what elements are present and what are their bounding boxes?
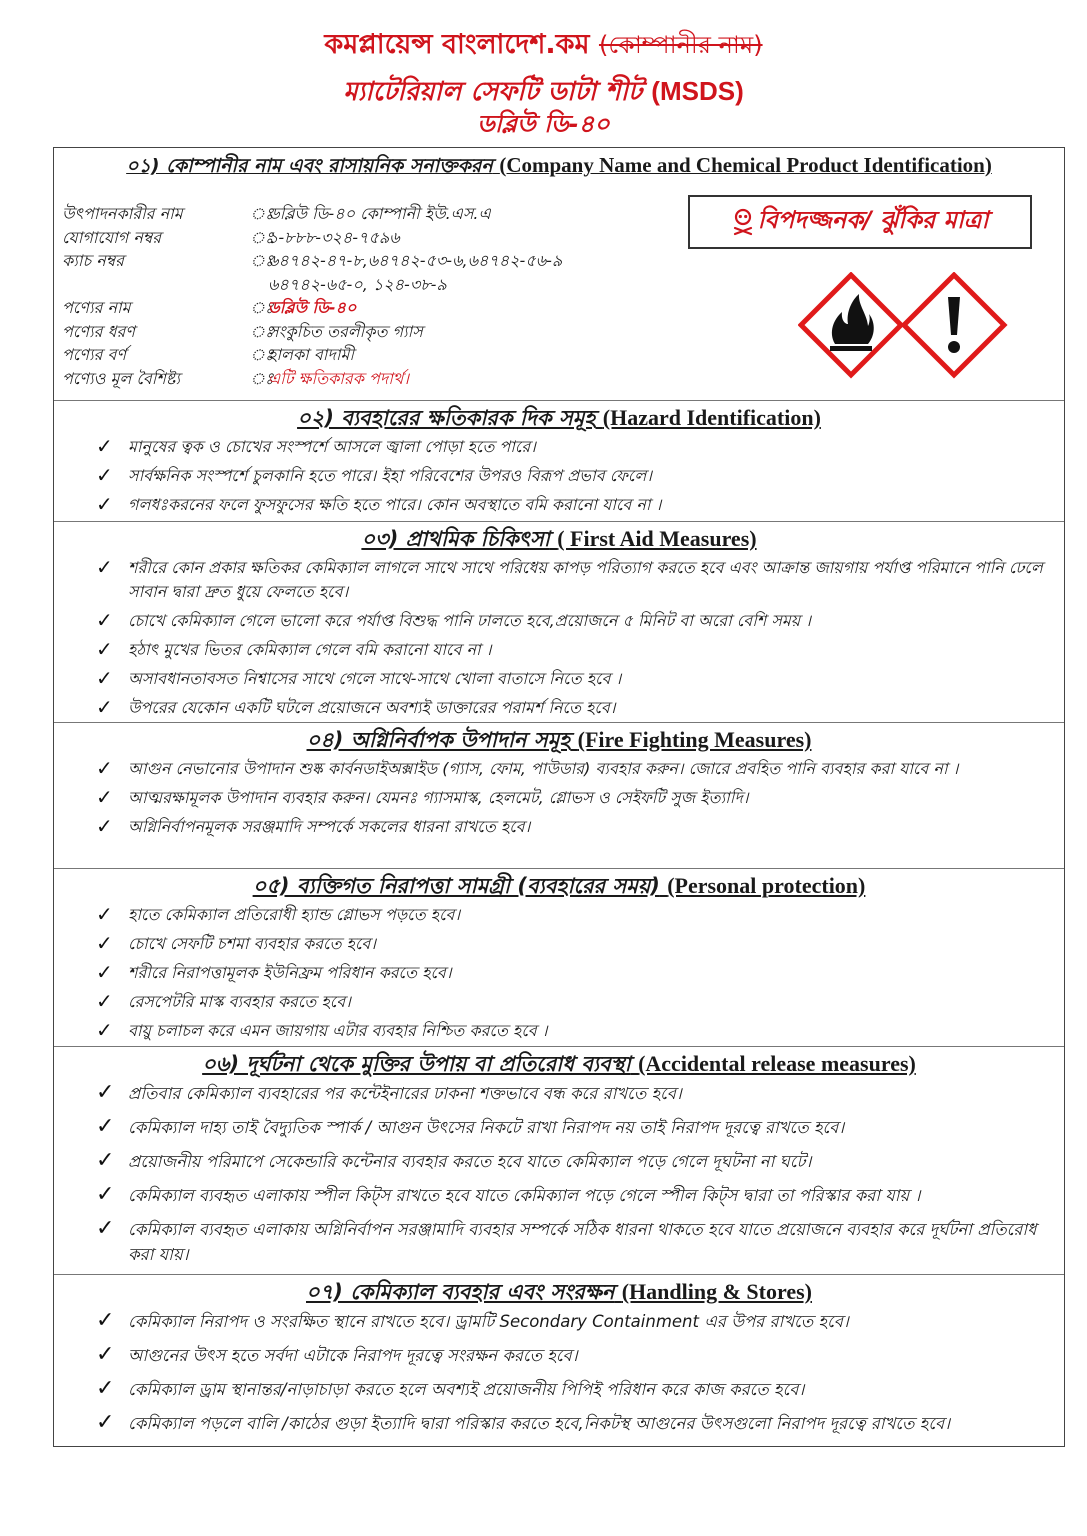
section-heading: [54, 401, 1064, 433]
list-item: ✓ হঠাৎ মুখের ভিতর কেমিক্যাল গেলে বমি করানো যাবে না ।: [96, 637, 492, 661]
check-icon: ✓: [96, 637, 113, 661]
section-personal-protection: [54, 868, 1064, 1046]
info-value: ৬৪৭৪২-৬৫-০, ১২৪-৩৮-৯: [268, 274, 447, 294]
exclamation-icon: [904, 275, 1004, 375]
list-item: ✓ কেমিক্যাল ড্রাম স্থানান্তর/নাড়াচাড়া করতে হলে অবশ্যই প্রয়োজনীয় পিপিই পরিধান করে কাজ করতে হবে।: [96, 1376, 805, 1401]
product-title: ডব্লিউ ডি-৪০: [477, 110, 610, 138]
list-item: ✓ অসাবধানতাবসত নিশ্বাসের সাথে গেলে সাথে-সাথে খোলা বাতাসে নিতে হবে ।: [96, 666, 622, 690]
section-fire-fighting: [54, 722, 1064, 868]
section-company-identification: [54, 148, 1064, 400]
info-colon: ঃ: [250, 298, 274, 317]
list-item: ✓ শরীরে নিরাপত্তামূলক ইউনিফ্রম পরিধান করতে হবে।: [96, 960, 452, 984]
info-value: ৬৪৭৪২-৪৭-৮,৬৪৭৪২-৫৩-৬,৬৪৭৪২-৫৬-৯: [268, 251, 563, 270]
check-icon: ✓: [96, 1308, 115, 1333]
document-header: [0, 0, 1087, 139]
info-value: ডব্লিউ ডি-৪০ কোম্পানী ইউ.এস.এ: [268, 204, 491, 223]
item-list: [54, 755, 1064, 839]
check-icon: ✓: [96, 695, 113, 719]
msds-table: [53, 147, 1065, 1447]
list-item: ✓ প্রতিবার কেমিক্যাল ব্যবহারের পর কন্টেইনারের ঢাকনা শক্তভাবে বন্ধ করে রাখতে হবে।: [96, 1080, 682, 1105]
skull-icon: [732, 208, 754, 236]
info-value: ১-৮৮৮-৩২৪-৭৫৯৬: [268, 227, 400, 247]
info-label: পণ্যের বর্ণ: [62, 345, 127, 364]
list-item: ✓ কেমিক্যাল নিরাপদ ও সংরক্ষিত স্থানে রাখতে হবে। ড্রামটি Secondary Containment এর উপর রাখতে হবে।: [96, 1308, 849, 1333]
list-item: ✓ চোখে কেমিক্যাল গেলে ভালো করে পর্যাপ্ত বিশুদ্ধ পানি ঢালতে হবে,প্রয়োজনে ৫ মিনিট বা অরো বেশি সময় ।: [96, 608, 812, 632]
ghs-pictograms: [798, 272, 1010, 384]
check-icon: ✓: [96, 814, 113, 838]
list-item: ✓ কেমিক্যাল ব্যবহৃত এলাকায় স্পীল কিট্স রাখতে হবে যাতে কেমিক্যাল পড়ে গেলে স্পীল কিট্স দ্বারা তা পরিস্কার করা যায় ।: [96, 1182, 921, 1207]
section-handling-storage: [54, 1274, 1064, 1446]
section-hazard-identification: [54, 400, 1064, 521]
info-label: পণ্যের ধরণ: [62, 321, 135, 341]
document-title-bn: ম্যাটেরিয়াল সেফটি ডাটা শীট: [343, 77, 643, 107]
info-colon: ঃ: [250, 321, 274, 341]
info-colon: ঃ: [250, 204, 274, 223]
info-row-cas-continued: [62, 273, 648, 297]
section-heading-en: (Handling & Stores): [621, 1279, 812, 1304]
section-heading: [54, 869, 1064, 901]
section-heading: [54, 1047, 1064, 1079]
section-heading-en: ( First Aid Measures): [557, 526, 757, 551]
info-label: উৎপাদনকারীর নাম: [62, 204, 183, 223]
list-item: ✓ প্রয়োজনীয় পরিমাপে সেকেন্ডারি কন্টেনার ব্যবহার করতে হবে যাতে কেমিক্যাল পড়ে গেলে দূঘটনা না ঘটে।: [96, 1148, 812, 1173]
item-list: [54, 1079, 1064, 1267]
check-icon: ✓: [96, 555, 113, 579]
company-name: কমপ্লায়েন্স বাংলাদেশ.কম: [324, 29, 590, 60]
hazard-level-box: [688, 195, 1032, 249]
list-item: ✓ বায়ু চলাচল করে এমন জায়গায় এটার ব্যবহার নিশ্চিত করতে হবে ।: [96, 1018, 548, 1042]
info-row-product-color: [62, 343, 648, 367]
info-label: পণ্যের নাম: [62, 298, 131, 317]
section-heading: [54, 723, 1064, 755]
list-item: ✓ শরীরে কোন প্রকার ক্ষতিকর কেমিক্যাল লাগলে সাথে সাথে পরিধেয় কাপড় পরিত্যাগ করতে হবে এবং আক্রান্ত জায়গায় পর্যাপ্ত পরিমানে পানি ঢেলে সাবান দ্বারা দ্রুত ধুয়ে ফেলতে হবে।: [96, 555, 1043, 601]
check-icon: ✓: [96, 666, 113, 690]
list-item: ✓ মানুষের ত্বক ও চোখের সংস্পর্শে আসলে জ্বালা পোড়া হতে পারে।: [96, 434, 536, 458]
section-heading: [54, 522, 1064, 554]
item-list: [54, 1307, 1064, 1436]
check-icon: ✓: [96, 1182, 115, 1207]
info-colon: ঃ: [250, 251, 274, 270]
check-icon: ✓: [96, 1376, 115, 1401]
info-row-product-type: [62, 320, 648, 344]
info-label: পণ্যেও মূল বৈশিষ্ট্য: [62, 368, 181, 388]
section-heading-bn: ০২) ব্যবহারের ক্ষতিকারক দিক সমূহ: [297, 406, 596, 430]
info-label: যোগাযোগ নম্বর: [62, 227, 162, 247]
check-icon: ✓: [96, 902, 113, 926]
check-icon: ✓: [96, 756, 113, 780]
check-icon: ✓: [96, 989, 113, 1013]
info-colon: ঃ: [250, 368, 274, 388]
section-heading: [54, 1275, 1064, 1307]
info-value: সংকুচিত তরলীকৃত গ্যাস: [268, 321, 423, 341]
company-name-line: [0, 26, 1087, 64]
section-heading-bn: ০৩) প্রাথমিক চিকিৎসা: [361, 527, 550, 551]
section-heading-bn: ০১) কোম্পানীর নাম এবং রাসায়নিক সনাক্তকরন: [126, 155, 493, 177]
info-row-cas: [62, 249, 648, 273]
company-note: (কোম্পানীর নাম): [598, 31, 763, 59]
check-icon: ✓: [96, 1216, 115, 1241]
section-heading-bn: ০৭) কেমিক্যাল ব্যবহার এবং সংরক্ষন: [306, 1280, 615, 1304]
section-accidental-release: [54, 1046, 1064, 1274]
info-colon: ঃ: [250, 227, 274, 247]
list-item: ✓ অগ্নিনির্বাপনমূলক সরঞ্জমাদি সম্পর্কে সকলের ধারনা রাখতে হবে।: [96, 814, 531, 838]
document-title-en: (MSDS): [651, 76, 744, 106]
section-heading-en: (Hazard Identification): [602, 405, 821, 430]
check-icon: ✓: [96, 960, 113, 984]
check-icon: ✓: [96, 1342, 115, 1367]
info-colon: ঃ: [250, 345, 274, 364]
check-icon: ✓: [96, 492, 113, 516]
product-info-list: [62, 202, 648, 390]
list-item: ✓ চোখে সেফটি চশমা ব্যবহার করতে হবে।: [96, 931, 376, 955]
list-item: ✓ উপরের যেকোন একটি ঘটলে প্রয়োজনে অবশ্যই ডাক্তারের পরামর্শ নিতে হবে।: [96, 695, 616, 719]
check-icon: ✓: [96, 463, 113, 487]
check-icon: ✓: [96, 1410, 115, 1435]
check-icon: ✓: [96, 1018, 113, 1042]
info-value: ডব্লিউ ডি-৪০: [268, 298, 357, 317]
check-icon: ✓: [96, 1148, 115, 1173]
section-heading-en: (Personal protection): [667, 873, 866, 898]
list-item: ✓ গলধঃকরনের ফলে ফুসফুসের ক্ষতি হতে পারে। কোন অবস্থাতে বমি করানো যাবে না ।: [96, 492, 662, 516]
check-icon: ✓: [96, 1114, 115, 1139]
info-row-product-name: [62, 296, 648, 320]
section-heading-en: (Accidental release measures): [638, 1051, 916, 1076]
list-item: ✓ আত্মরক্ষামূলক উপাদান ব্যবহার করুন। যেমনঃ গ্যাসমাস্ক, হেলমেট, গ্লোভস ও সেইফটি সুজ ইত্যাদি।: [96, 785, 749, 809]
section-heading: [54, 148, 1064, 181]
check-icon: ✓: [96, 1080, 115, 1105]
section-heading-bn: ০৪) অগ্নিনির্বাপক উপাদান সমূহ: [306, 728, 571, 752]
section-first-aid: [54, 521, 1064, 722]
list-item: ✓ কেমিক্যাল পড়লে বালি /কাঠের গুড়া ইত্যাদি দ্বারা পরিস্কার করতে হবে,নিকটস্থ আগুনের উৎসগুলো নিরাপদ দূরত্বে রাখতে হবে।: [96, 1410, 951, 1435]
hazard-level-label: বিপদজ্জনক/ ঝুঁকির মাত্রা: [757, 206, 989, 234]
section-heading-bn: ০৬) দূর্ঘটনা থেকে মুক্তির উপায় বা প্রতিরোধ ব্যবস্থা: [202, 1052, 631, 1076]
flammable-icon: [801, 275, 901, 375]
info-value: এটি ক্ষতিকারক পদার্থ।: [268, 368, 410, 388]
info-row-contact: [62, 226, 648, 250]
list-item: ✓ রেসপেটরি মাস্ক ব্যবহার করতে হবে।: [96, 989, 351, 1013]
info-value: হালকা বাদামী: [268, 345, 354, 364]
check-icon: ✓: [96, 785, 113, 809]
section-heading-en: (Fire Fighting Measures): [577, 727, 812, 752]
section-heading-en: (Company Name and Chemical Product Identification): [499, 153, 992, 177]
list-item: ✓ আগুন নেভানোর উপাদান শুষ্ক কার্বনডাইঅক্সাইড (গ্যাস, ফোম, পাউডার) ব্যবহার করুন। জোরে প্রবহিত পানি ব্যবহার করা যাবে না ।: [96, 756, 959, 780]
info-row-manufacturer: [62, 202, 648, 226]
section-heading-bn: ০৫) ব্যক্তিগত নিরাপত্তা সামগ্রী (ব্যবহারের সময়): [252, 874, 660, 898]
item-list: [54, 433, 1064, 517]
info-label: ক্যাচ নম্বর: [62, 251, 124, 270]
document-title: [0, 74, 1087, 109]
item-list: [54, 554, 1064, 720]
list-item: ✓ আগুনের উৎস হতে সর্বদা এটাকে নিরাপদ দূরত্বে সংরক্ষন করতে হবে।: [96, 1342, 578, 1367]
check-icon: ✓: [96, 434, 113, 458]
list-item: ✓ হাতে কেমিক্যাল প্রতিরোধী হ্যান্ড গ্লোভস পড়তে হবে।: [96, 902, 461, 926]
info-row-property: [62, 367, 648, 391]
check-icon: ✓: [96, 608, 113, 632]
check-icon: ✓: [96, 931, 113, 955]
list-item: ✓ কেমিক্যাল ব্যবহৃত এলাকায় অগ্নিনির্বাপন সরঞ্জামাদি ব্যবহার সম্পর্কে সঠিক ধারনা থাকতে হবে যাতে প্রয়োজনে ব্যবহার করে দূর্ঘটনা প্রতিরোধ করা যায়।: [96, 1216, 1037, 1264]
list-item: ✓ সার্বক্ষনিক সংস্পর্শে চুলকানি হতে পারে। ইহা পরিবেশের উপরও বিরূপ প্রভাব ফেলে।: [96, 463, 652, 487]
list-item: ✓ কেমিক্যাল দাহ্য তাই বৈদ্যুতিক স্পার্ক / আগুন উৎসের নিকটে রাখা নিরাপদ নয় তাই নিরাপদ দূরত্বে রাখতে হবে।: [96, 1114, 845, 1139]
item-list: [54, 901, 1064, 1043]
